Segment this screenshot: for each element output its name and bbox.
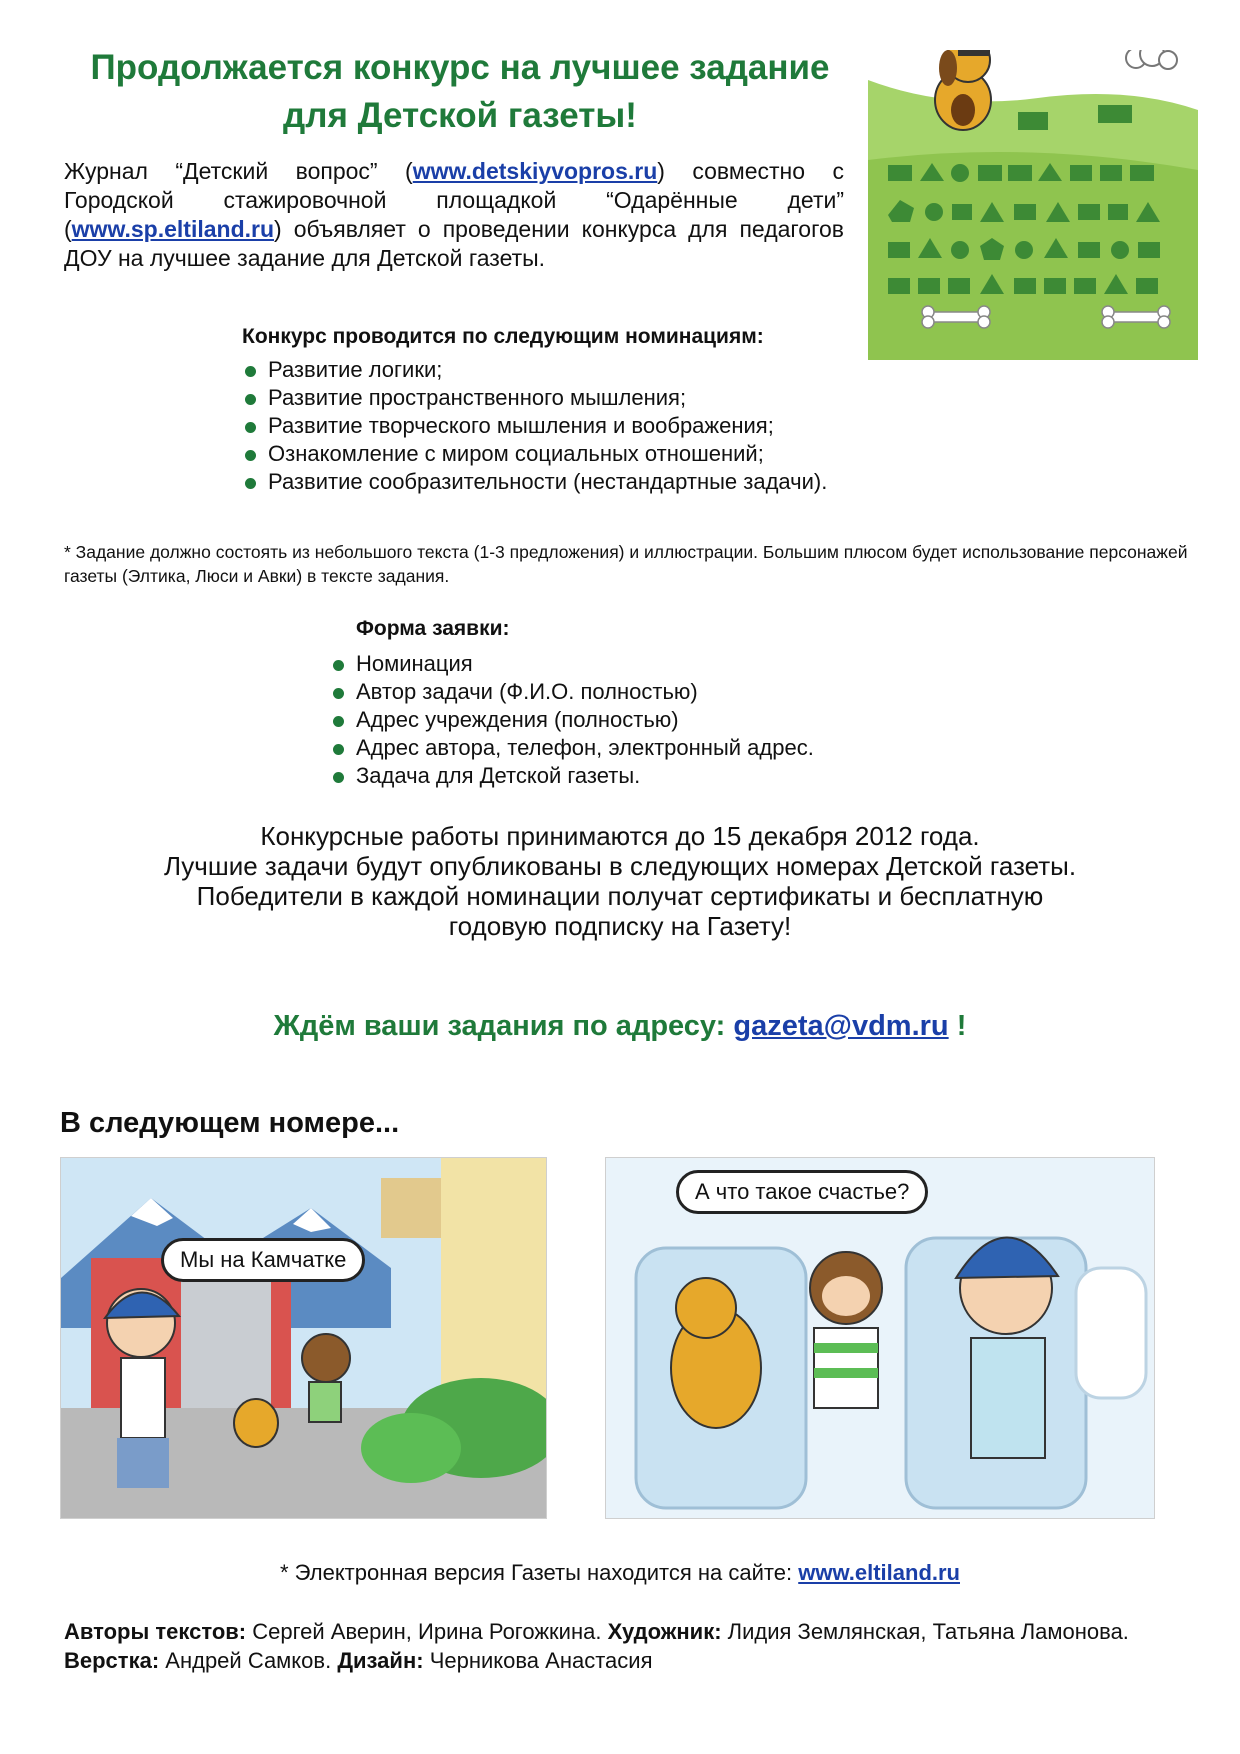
email-link[interactable]: gazeta@vdm.ru [733,1010,949,1042]
list-item: Развитие сообразительности (нестандартные задачи). [242,468,827,496]
deadline-block [60,821,1180,941]
list-item: Адрес учреждения (полностью) [330,706,814,734]
task-note: * Задание должно состоять из небольшого текста (1-3 предложения) и иллюстрации. Большим плюсом будет использование персонажей газеты (Элтика, Люси и Авки) в тексте задания. [64,542,1188,586]
submission-cta [60,1010,1180,1043]
intro-paragraph [64,157,844,273]
deadline-line-1: Конкурсные работы принимаются до 15 декабря 2012 года. [260,821,980,851]
nominations-heading: Конкурс проводится по следующим номинациям: [242,325,764,348]
deadline-line-2: Лучшие задачи будут опубликованы в следующих номерах Детской газеты. [163,851,1077,881]
speech-bubble-happiness: А что такое счастье? [676,1170,928,1214]
list-item: Развитие логики; [242,356,827,384]
list-item: Номинация [330,650,814,678]
intro-text-3: ) объявляет о проведении конкурса для педагогов ДОУ на лучшее задание для Детской газеты. [64,216,844,271]
intro-text-1: Журнал “Детский вопрос” ( [64,158,413,184]
credits-block [64,1617,1194,1675]
deadline-line-3: Победители в каждой номинации получат сертификаты и бесплатную [196,881,1044,911]
page-title [60,44,860,140]
layout-value: Андрей Самков. [165,1648,332,1673]
nominations-list [242,356,827,496]
kamchatka-scene [61,1158,546,1518]
layout-label: Верстка: [64,1648,160,1673]
eltiland-link[interactable]: www.eltiland.ru [798,1560,960,1585]
artist-label: Художник: [607,1619,722,1644]
speech-bubble-kamchatka: Мы на Камчатке [161,1238,365,1282]
list-item: Развитие пространственного мышления; [242,384,827,412]
list-item: Задача для Детской газеты. [330,762,814,790]
cta-text: Ждём ваши задания по адресу: [273,1010,726,1042]
list-item: Адрес автора, телефон, электронный адрес. [330,734,814,762]
form-list [330,650,814,790]
list-item: Автор задачи (Ф.И.О. полностью) [330,678,814,706]
authors-value: Сергей Аверин, Ирина Рогожкина. [252,1619,602,1644]
design-value: Черникова Анастасия [429,1648,653,1673]
intro-text-2: ) совместно с Городской стажировочной площадкой “Одарённые дети” ( [64,158,844,242]
list-item: Ознакомление с миром социальных отношений; [242,440,827,468]
authors-label: Авторы текстов: [64,1619,247,1644]
next-issue-heading: В следующем номере... [60,1107,400,1139]
sp-eltiland-link[interactable]: www.sp.eltiland.ru [71,216,275,242]
electronic-version-note [60,1560,1180,1586]
artist-value: Лидия Землянская, Татьяна Ламонова. [727,1619,1129,1644]
deadline-line-4: годовую подписку на Газету! [448,911,792,941]
detskiyvopros-link[interactable]: www.detskiyvopros.ru [412,158,658,184]
title-line-1: Продолжается конкурс на лучшее задание [90,48,830,87]
design-label: Дизайн: [337,1648,424,1673]
title-line-2: для Детской газеты! [283,96,637,135]
cta-end: ! [956,1010,967,1042]
dog-shapes-illustration [868,50,1198,360]
form-heading: Форма заявки: [356,617,510,640]
comic-panel-kamchatka [60,1157,547,1519]
list-item: Развитие творческого мышления и воображения; [242,412,827,440]
comic-panel-airplane [605,1157,1155,1519]
ecopy-text: * Электронная версия Газеты находится на сайте: [279,1560,793,1585]
